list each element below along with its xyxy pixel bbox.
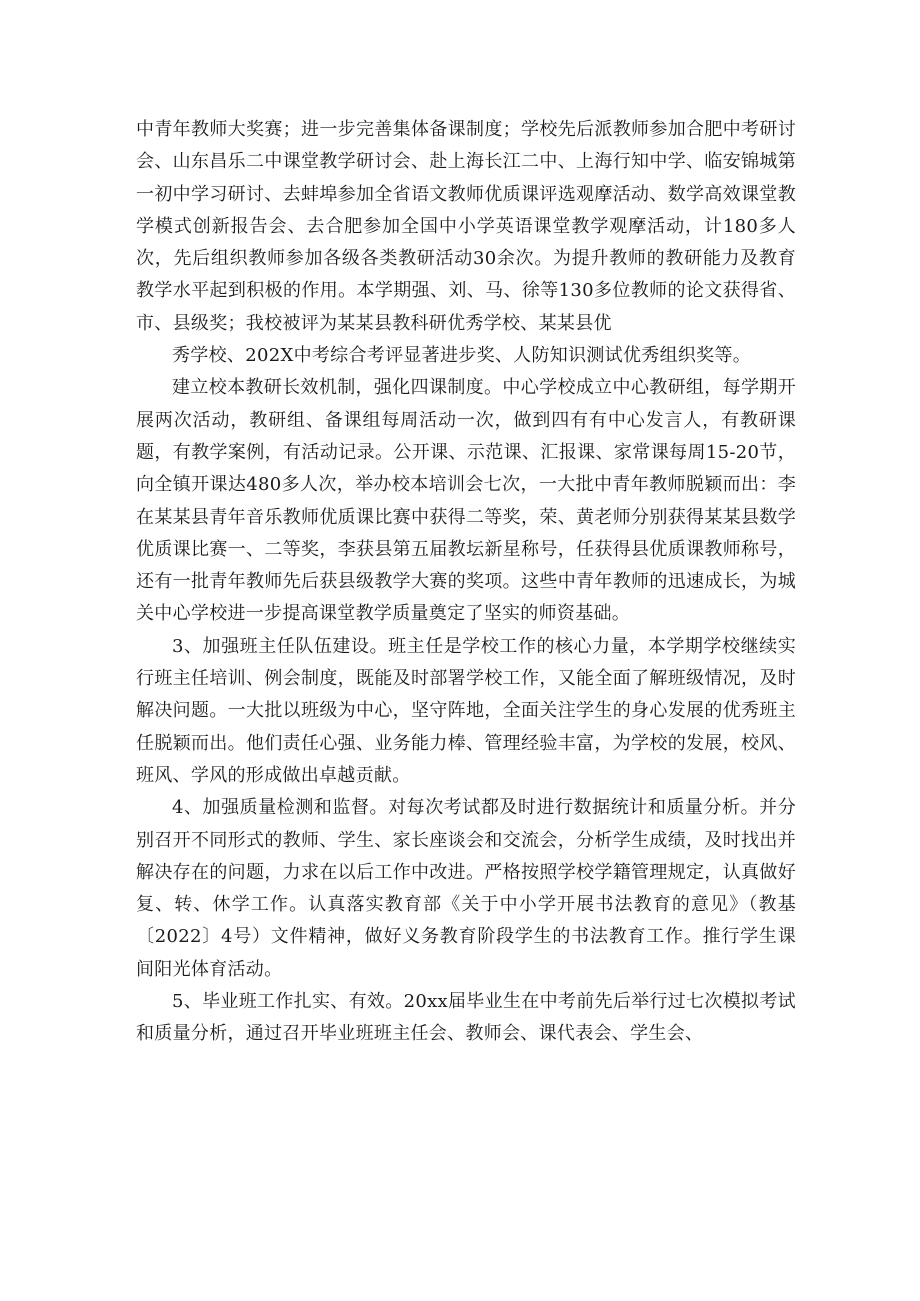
paragraph-6: 5、毕业班工作扎实、有效。20xx届毕业生在中考前先后举行过七次模拟考试和质量分析，通过召开毕业班班主任会、教师会、课代表会、学生会、 — [136, 991, 796, 1045]
paragraph-3: 建立校本教研长效机制，强化四课制度。中心学校成立中心教研组，每学期开展两次活动，教研组、备课组每周活动一次，做到四有有中心发言人，有教研课题，有教学案例，有活动记录。公开课、示范课、汇报课、家常课每周15-20节，向全镇开课达480多人次，举办校本培训会七次，一大批中青年教师脱颖而出：李在某某县青年音乐教师优质课比赛中获得二等奖，荣、黄老师分别获得某某县数学优质课比赛一、二等奖，李获县第五届教坛新星称号，任获得县优质课教师称号，还有一批青年教师先后获县级教学大赛的奖项。这些中青年教师的迅速成长，为城关中心学校进一步提高课堂教学质量奠定了坚实的师资基础。 — [136, 377, 796, 625]
paragraph-2: 秀学校、202X中考综合考评显著进步奖、人防知识测试优秀组织奖等。 — [172, 345, 752, 367]
paragraph-1: 中青年教师大奖赛；进一步完善集体备课制度；学校先后派教师参加合肥中考研讨会、山东昌乐二中课堂教学研讨会、赴上海长江二中、上海行知中学、临安锦城第一初中学习研讨、去蚌埠参加全省语文教师优质课评选观摩活动、数学高效课堂教学模式创新报告会、去合肥参加全国中小学英语课堂教学观摩活动，计180多人次，先后组织教师参加各级各类教研活动30余次。为提升教师的教研能力及教育教学水平起到积极的作用。本学期强、刘、马、徐等130多位教师的论文获得省、市、县级奖；我校被评为某某县教科研优秀学校、某某县优 — [136, 119, 796, 334]
document-page — [136, 114, 796, 1051]
paragraph-4: 3、加强班主任队伍建设。班主任是学校工作的核心力量，本学期学校继续实行班主任培训、例会制度，既能及时部署学校工作，又能全面了解班级情况，及时解决问题。一大批以班级为中心，坚守阵地，全面关注学生的身心发展的优秀班主任脱颖而出。他们责任心强、业务能力棒、管理经验丰富，为学校的发展，校风、班风、学风的形成做出卓越贡献。 — [136, 635, 796, 786]
paragraph-5: 4、加强质量检测和监督。对每次考试都及时进行数据统计和质量分析。并分别召开不同形式的教师、学生、家长座谈会和交流会，分析学生成绩，及时找出并解决存在的问题，力求在以后工作中改进。严格按照学校学籍管理规定，认真做好复、转、休学工作。认真落实教育部《关于中小学开展书法教育的意见》（教基〔2022〕4号）文件精神，做好义务教育阶段学生的书法教育工作。推行学生课间阳光体育活动。 — [136, 797, 796, 980]
